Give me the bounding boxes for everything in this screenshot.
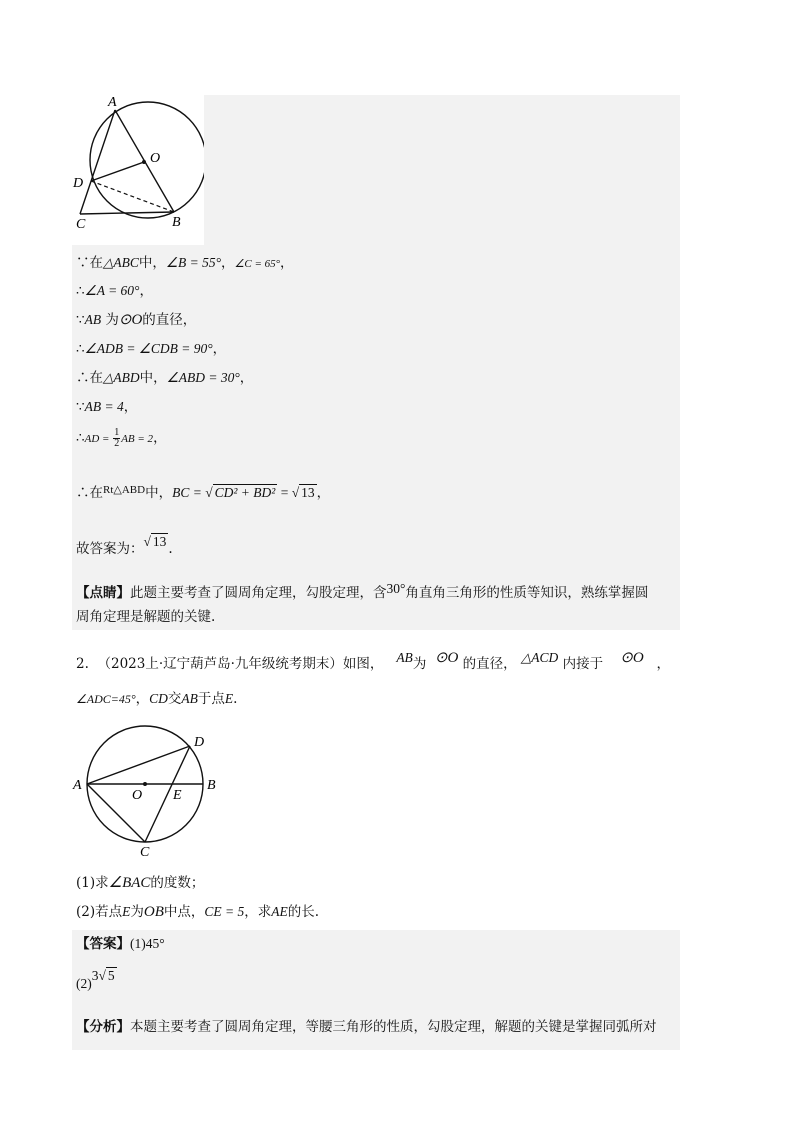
comment-line-1: 【点睛】此题主要考查了圆周角定理，勾股定理，含30°角直角三角形的性质等知识，熟练掌握圆 — [76, 581, 649, 601]
solution-line-1: ∵在△ABC中，∠B = 55°，∠C = 65°， — [76, 255, 294, 271]
label-B: B — [207, 778, 216, 793]
analysis-line: 【分析】本题主要考查了圆周角定理，等腰三角形的性质，勾股定理，解题的关键是掌握同弧所对 — [76, 1019, 657, 1035]
label-A: A — [73, 778, 82, 793]
solution-background — [204, 95, 680, 245]
label-C: C — [140, 845, 150, 860]
label-O: O — [150, 151, 161, 166]
label-D: D — [73, 176, 84, 191]
figure-2-circle-diagram — [70, 725, 230, 860]
solution-line-4: ∴∠ADB = ∠CDB = 90°， — [76, 341, 227, 357]
solution-line-5: ∴在△ABD中，∠ABD = 30°， — [76, 370, 254, 386]
answer-2-line-1: 【答案】(1)45° — [76, 936, 165, 952]
label-C: C — [76, 217, 86, 232]
solution-line-3: ∵AB 为⊙O的直径， — [76, 312, 197, 328]
label-D: D — [194, 735, 205, 750]
solution-line-8: ∴在$^{Rt\triangle ABD}$中，BC = √ CD² + BD² = √ 13 ， — [76, 484, 331, 501]
question-1: (1)求∠BAC的度数； — [76, 875, 205, 891]
comment-line-2: 周角定理是解题的关键. — [76, 609, 216, 625]
solution-line-6: ∵AB = 4， — [76, 399, 138, 415]
figure-1-circle-diagram — [70, 92, 204, 232]
label-O: O — [132, 788, 143, 803]
label-E: E — [173, 788, 182, 803]
solution-line-2: ∴∠A = 60°， — [76, 283, 153, 299]
question-2: (2)若点E为OB中点，CE = 5，求AE的长. — [76, 904, 320, 920]
problem-2-condition: ∠ADC=45°，CD交AB于点E. — [76, 691, 238, 707]
answer-line: 故答案为：√ 13 . — [76, 534, 173, 557]
label-A: A — [108, 95, 117, 110]
problem-2-statement: 2. （2023上·辽宁葫芦岛·九年级统考期末）如图， AB为 ⊙O 的直径， △ACD 内接于 ⊙O ， — [76, 650, 671, 672]
answer-2-line-2: (2)3√ 5 — [76, 968, 115, 991]
label-B: B — [172, 215, 181, 230]
solution-line-7: ∴AD = $\frac{1}{2}$ AB = 2， — [76, 427, 167, 449]
